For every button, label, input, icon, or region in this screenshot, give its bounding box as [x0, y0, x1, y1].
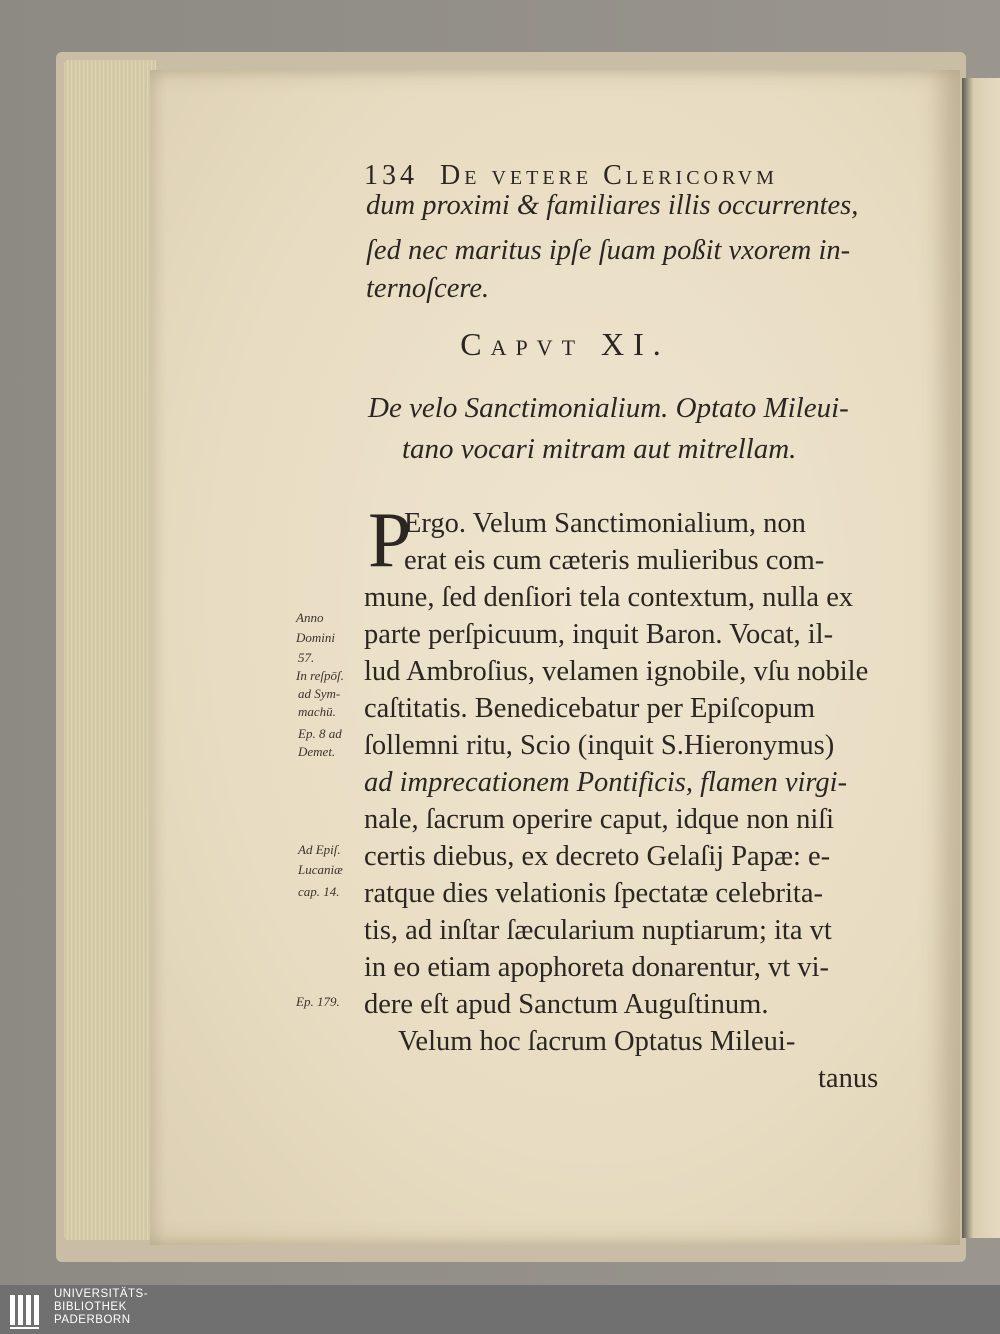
library-footer — [0, 1285, 1000, 1334]
body-line: caſtitatis. Benedicebatur per Epiſcopum — [364, 693, 816, 724]
margin-note: 57. — [298, 650, 315, 665]
margin-note: cap. 14. — [298, 884, 340, 899]
margin-note: Domini — [296, 630, 335, 645]
margin-note: Demet. — [298, 744, 336, 759]
body-line: dere eſt apud Sanctum Auguſtinum. — [364, 989, 769, 1020]
drop-cap: P — [368, 496, 412, 583]
margin-note: Anno — [296, 610, 324, 625]
library-name — [54, 1288, 148, 1327]
body-line: Velum hoc ſacrum Optatus Mileui- — [398, 1026, 796, 1057]
catchword: tanus — [818, 1063, 879, 1094]
body-line: certis diebus, ex decreto Gelaſij Papæ: e- — [364, 841, 831, 872]
page-number: 134 — [364, 160, 418, 191]
body-line: lud Ambroſius, velamen ignobile, vſu nobile — [364, 656, 869, 687]
margin-note: Lucaniæ — [298, 862, 343, 877]
body-line: mune, ſed denſiori tela contextum, nulla ex — [364, 582, 854, 613]
library-name-line: BIBLIOTHEK — [54, 1301, 127, 1313]
margin-note: In reſpōſ. — [296, 668, 344, 683]
page-fore-edge — [64, 60, 156, 1240]
library-logo-icon — [8, 1291, 46, 1329]
top-line: dum proximi & familiares illis occurrentes, — [366, 190, 859, 221]
running-head-title: De vetere Clericorvm — [440, 160, 778, 191]
margin-note: Ad Epiſ. — [298, 842, 341, 857]
library-name-line: PADERBORN — [54, 1314, 131, 1326]
body-line: nale, ſacrum operire caput, idque non niſi — [364, 804, 835, 835]
body-line: erat eis cum cæteris mulieribus com- — [404, 545, 825, 576]
running-head — [364, 160, 778, 192]
margin-note: Ep. 8 ad — [298, 726, 342, 741]
body-line: ſollemni ritu, Scio (inquit S.Hieronymus) — [364, 730, 835, 761]
body-line: parte perſpicuum, inquit Baron. Vocat, il- — [364, 619, 834, 650]
margin-note: machū. — [298, 704, 336, 719]
body-line: in eo etiam apophoreta donarentur, vt vi- — [364, 952, 829, 983]
facing-page-edge — [962, 78, 1000, 1238]
body-line: Ergo. Velum Sanctimonialium, non — [404, 508, 806, 539]
body-line: ratque dies velationis ſpectatæ celebrita- — [364, 878, 823, 909]
margin-note: ad Sym- — [298, 686, 341, 701]
chapter-title: Capvt XI. — [460, 326, 670, 362]
margin-note: Ep. 179. — [296, 994, 340, 1009]
top-line: ternoſcere. — [366, 273, 490, 304]
chapter-summary-line: De velo Sanctimonialium. Optato Mileui- — [368, 392, 849, 424]
top-line: ſed nec maritus ipſe ſuam poßit vxorem in- — [366, 235, 851, 266]
library-name-line: UNIVERSITÄTS- — [54, 1288, 149, 1300]
body-line: ad imprecationem Pontificis, flamen virgi- — [364, 767, 848, 798]
body-line: tis, ad inſtar ſæcularium nuptiarum; ita vt — [364, 915, 832, 946]
chapter-summary-line: tano vocari mitram aut mitrellam. — [402, 433, 797, 465]
